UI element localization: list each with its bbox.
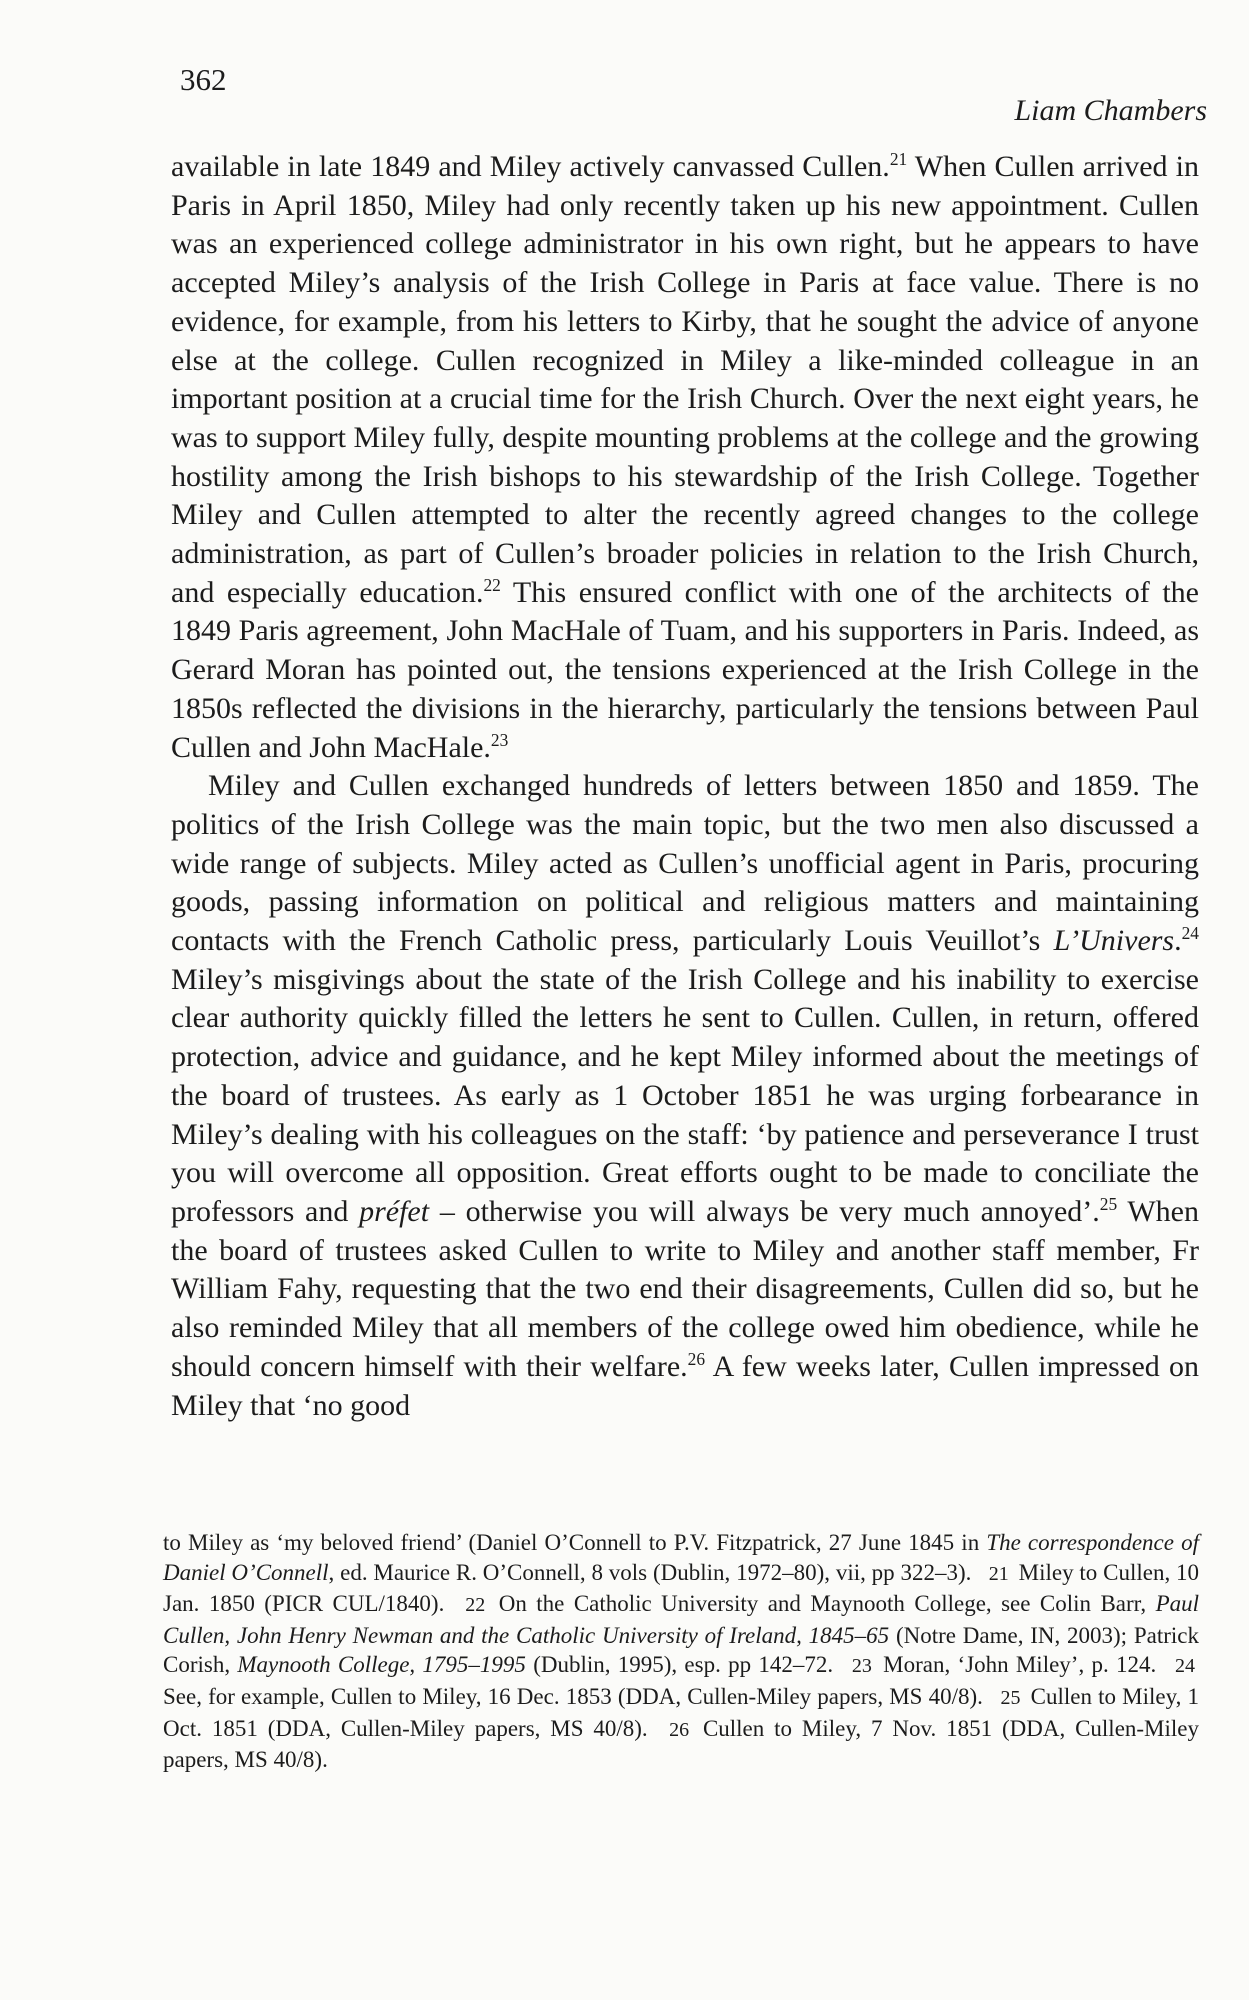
paragraph-2-text-d: When the board of trustees asked Cullen to write to Miley and another staff member, Fr William Fahy, requesting that the two end their disagreements, Cullen did so, but he also reminded Miley that all members of the college owed him obedience, while he should concern himself with their welfare. — [171, 1194, 1199, 1383]
paragraph-2 — [171, 767, 1199, 1425]
term-prefet: préfet — [359, 1194, 430, 1228]
footnote-22-text-c: (Dublin, 1995), esp. pp 142–72. — [525, 1652, 834, 1678]
paragraph-1 — [171, 148, 1199, 767]
footnote-ref-22: 22 — [483, 574, 501, 595]
footnote-26-number: 26 — [669, 1718, 690, 1741]
footnote-22-title-1: Paul Cullen, John Henry Newman and the Catholic University of Ireland, 1845–65 — [163, 1591, 1200, 1648]
footnote-20-text-b: , ed. Maurice R. O’Connell, 8 vols (Dublin, 1972–80), vii, pp 322–3). — [328, 1559, 972, 1585]
footnote-25-text: Cullen to Miley, 1 Oct. 1851 (DDA, Cullen-Miley papers, MS 40/8). — [163, 1683, 1199, 1741]
footnote-20-title: The correspondence of Daniel O’Connell — [163, 1530, 1199, 1585]
paragraph-2-text-a: Miley and Cullen exchanged hundreds of letters between 1850 and 1859. The politics of the Irish College was the main topic, but the two men also discussed a wide range of subjects. Miley acted as Cullen’s unofficial agent in Paris, procuring goods, passing information on political and religious matters and maintaining contacts with the French Catholic press, particularly Louis Veuillot’s — [171, 769, 1199, 958]
footnote-ref-24: 24 — [1181, 923, 1199, 944]
footnote-23 — [852, 1652, 1156, 1677]
footnote-22-number: 22 — [465, 1594, 486, 1617]
footnote-22-text-a: On the Catholic University and Maynooth College, see Colin Barr, — [498, 1591, 1156, 1617]
page-number: 362 — [180, 62, 227, 97]
running-head-author: Liam Chambers — [1014, 94, 1207, 127]
paragraph-2-period: . — [1174, 924, 1182, 958]
footnote-ref-25: 25 — [1099, 1193, 1118, 1214]
footnote-ref-23: 23 — [490, 729, 509, 750]
footnote-22-title-2: Maynooth College, 1795–1995 — [237, 1652, 526, 1678]
footnote-22-text-b: (Notre Dame, IN, 2003); Patrick Corish, — [163, 1622, 1199, 1678]
paragraph-1-text-b: When Cullen arrived in Paris in April 1850, Miley had only recently taken up his new appointment. Cullen was an experienced college administrator in his own right, but he appears to have accepted Miley’s analysis of the Irish College in Paris at face value. There is no evidence, for example, from his letters to Kirby, that he sought the advice of anyone else at the college. Cullen recognized in Miley a like-minded colleague in an important position at a crucial time for the Irish Church. Over the next eight years, he was to support Miley fully, despite mounting problems at the college and the growing hostility among the Irish bishops to his stewardship of the Irish College. Together Miley and Cullen attempted to alter the recently agreed changes to the college administration, as part of Cullen’s broader policies in relation to the Irish Church, and especially education. — [171, 150, 1200, 609]
paragraph-1-text-c: This ensured conflict with one of the architects of the 1849 Paris agreement, John MacHale of Tuam, and his supporters in Paris. Indeed, as Gerard Moran has pointed out, the tensions experienced at the Irish College in the 1850s reflected the divisions in the hierarchy, particularly the tensions between Paul Cullen and John MacHale. — [171, 575, 1199, 764]
paragraph-1-text-a: available in late 1849 and Miley actively canvassed Cullen. — [171, 150, 890, 183]
footnote-ref-26: 26 — [687, 1348, 706, 1369]
footnote-23-text: Moran, ‘John Miley’, p. 124. — [883, 1652, 1157, 1678]
body-text — [171, 148, 1199, 1425]
footnote-25-number: 25 — [1000, 1686, 1021, 1709]
title-l-univers: L’Univers — [1053, 924, 1175, 958]
footnotes — [163, 1528, 1199, 1775]
paragraph-2-text-b: Miley’s misgivings about the state of the Irish College and his inability to exercise clear authority quickly filled the letters he sent to Cullen. Cullen, in return, offered protection, advice and guidance, and he kept Miley informed about the meetings of the board of trustees. As early as 1 October 1851 he was urging forbearance in Miley’s dealing with his colleagues on the staff: ‘by patience and perseverance I trust you will overcome all opposition. Great efforts ought to be made to conciliate the professors and — [171, 962, 1199, 1228]
footnote-24-number: 24 — [1175, 1655, 1196, 1678]
footnote-26-text: Cullen to Miley, 7 Nov. 1851 (DDA, Cullen-Miley papers, MS 40/8). — [163, 1715, 1199, 1773]
paragraph-2-text-c: – otherwise you will always be very much annoyed’. — [429, 1194, 1100, 1228]
footnote-21-number: 21 — [988, 1562, 1009, 1585]
footnote-20-text-a: to Miley as ‘my beloved friend’ (Daniel O’Connell to P.V. Fitzpatrick, 27 June 1845 in — [163, 1530, 987, 1555]
footnote-24-text: See, for example, Cullen to Miley, 16 Dec. 1853 (DDA, Cullen-Miley papers, MS 40/8). — [163, 1683, 983, 1709]
footnote-23-number: 23 — [851, 1655, 872, 1678]
footnote-ref-21: 21 — [889, 149, 908, 169]
footnote-21-text: Miley to Cullen, 10 Jan. 1850 (PICR CUL/1840). — [163, 1559, 1200, 1617]
paragraph-2-text-e: A few weeks later, Cullen impressed on Miley that ‘no good — [171, 1349, 1199, 1422]
